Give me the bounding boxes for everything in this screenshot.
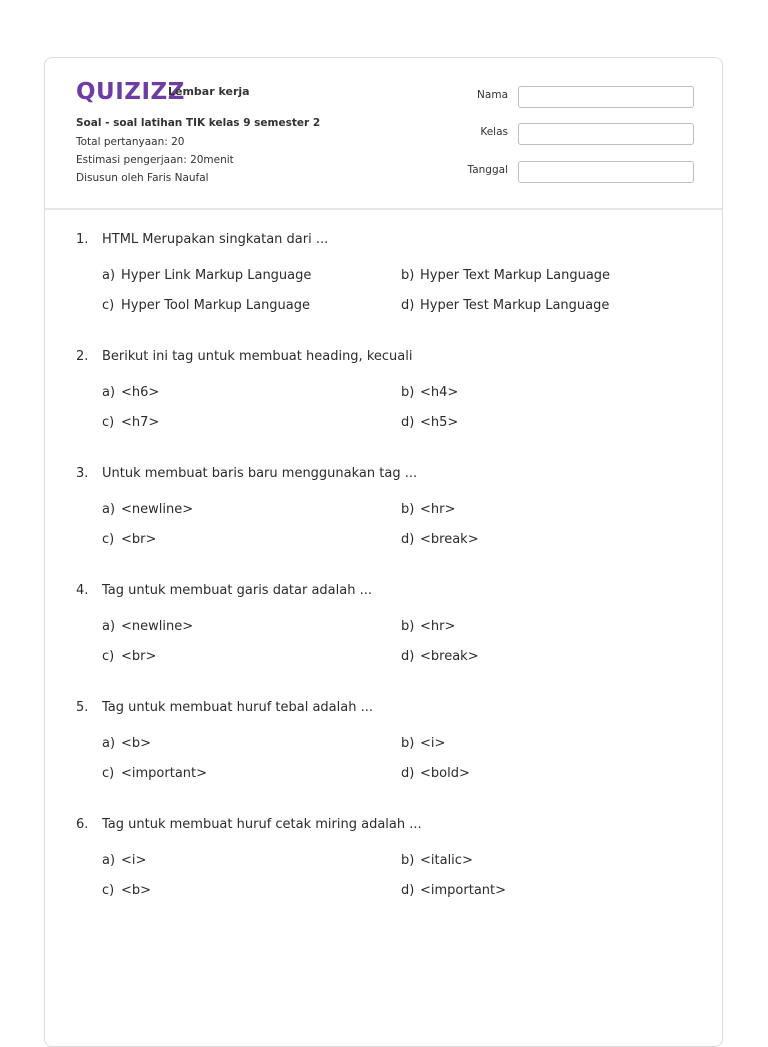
option-text: <b> <box>121 883 152 898</box>
option-text: <bold> <box>420 766 470 781</box>
option-text: <h5> <box>420 415 459 430</box>
option-text: <br> <box>121 649 157 664</box>
option-text: <h7> <box>121 415 160 430</box>
option-text: <b> <box>121 736 152 751</box>
option-text: Hyper Test Markup Language <box>420 298 610 313</box>
worksheet <box>44 57 723 1047</box>
answer-option <box>102 766 207 781</box>
answer-option <box>401 502 455 517</box>
option-letter: c) <box>102 532 115 547</box>
option-text: <newline> <box>121 502 194 517</box>
question-text: Berikut ini tag untuk membuat heading, kecuali <box>102 349 413 364</box>
answer-option <box>102 415 159 430</box>
question-number: 5. <box>76 700 89 715</box>
option-letter: c) <box>102 415 115 430</box>
question-text: Untuk membuat baris baru menggunakan tag ... <box>102 466 418 481</box>
option-letter: a) <box>102 385 116 400</box>
worksheet-title: Soal - soal latihan TIK kelas 9 semester 2 <box>76 117 321 129</box>
question-text: Tag untuk membuat huruf cetak miring adalah ... <box>102 817 422 832</box>
option-text: Hyper Link Markup Language <box>121 268 312 283</box>
option-letter: a) <box>102 502 116 517</box>
answer-option <box>401 853 473 868</box>
author: Disusun oleh Faris Naufal <box>76 172 209 184</box>
option-text: <i> <box>420 736 446 751</box>
answer-option <box>102 502 193 517</box>
option-text: <h6> <box>121 385 160 400</box>
option-letter: d) <box>401 298 415 313</box>
answer-option <box>102 385 159 400</box>
worksheet-header <box>45 58 722 210</box>
answer-option <box>401 268 610 283</box>
option-letter: d) <box>401 649 415 664</box>
question-number: 3. <box>76 466 89 481</box>
question-text: HTML Merupakan singkatan dari ... <box>102 232 329 247</box>
option-letter: c) <box>102 883 115 898</box>
option-text: <h4> <box>420 385 459 400</box>
answer-option <box>102 649 156 664</box>
answer-option <box>401 532 479 547</box>
question-text: Tag untuk membuat garis datar adalah ... <box>102 583 372 598</box>
option-text: <italic> <box>420 853 473 868</box>
option-letter: a) <box>102 853 116 868</box>
answer-option <box>401 298 609 313</box>
question-number: 2. <box>76 349 89 364</box>
option-letter: b) <box>401 385 415 400</box>
total-questions: Total pertanyaan: 20 <box>76 136 185 148</box>
option-letter: d) <box>401 415 415 430</box>
option-letter: c) <box>102 298 115 313</box>
answer-option <box>401 649 479 664</box>
option-letter: a) <box>102 619 116 634</box>
answer-option <box>401 619 455 634</box>
answer-option <box>102 298 310 313</box>
option-letter: c) <box>102 649 115 664</box>
option-letter: d) <box>401 883 415 898</box>
answer-option <box>401 415 458 430</box>
answer-option <box>102 736 151 751</box>
option-text: <newline> <box>121 619 194 634</box>
answer-option <box>102 619 193 634</box>
answer-option <box>102 532 156 547</box>
answer-option <box>401 766 470 781</box>
option-letter: d) <box>401 532 415 547</box>
question-number: 6. <box>76 817 89 832</box>
question-number: 4. <box>76 583 89 598</box>
date-field[interactable] <box>518 161 694 183</box>
answer-option <box>102 853 146 868</box>
class-label: Kelas <box>480 126 508 138</box>
option-text: <break> <box>420 649 479 664</box>
option-letter: b) <box>401 853 415 868</box>
answer-option <box>401 736 445 751</box>
class-field[interactable] <box>518 123 694 145</box>
option-text: <i> <box>121 853 147 868</box>
option-letter: c) <box>102 766 115 781</box>
name-label: Nama <box>477 89 508 101</box>
question-number: 1. <box>76 232 89 247</box>
time-estimate: Estimasi pengerjaan: 20menit <box>76 154 234 166</box>
option-letter: a) <box>102 268 116 283</box>
option-text: <important> <box>420 883 507 898</box>
answer-option <box>401 883 506 898</box>
option-text: <hr> <box>420 502 456 517</box>
option-letter: d) <box>401 766 415 781</box>
option-letter: a) <box>102 736 116 751</box>
option-letter: b) <box>401 736 415 751</box>
quizizz-logo: QUIZIZZ <box>76 79 185 105</box>
option-text: Hyper Text Markup Language <box>420 268 611 283</box>
name-field[interactable] <box>518 86 694 108</box>
question-text: Tag untuk membuat huruf tebal adalah ... <box>102 700 373 715</box>
doc-type-label: Lembar kerja <box>168 85 250 98</box>
option-letter: b) <box>401 619 415 634</box>
option-letter: b) <box>401 268 415 283</box>
option-text: Hyper Tool Markup Language <box>121 298 311 313</box>
option-text: <br> <box>121 532 157 547</box>
answer-option <box>401 385 458 400</box>
option-text: <important> <box>121 766 208 781</box>
option-text: <hr> <box>420 619 456 634</box>
answer-option <box>102 883 151 898</box>
answer-option <box>102 268 311 283</box>
date-label: Tanggal <box>467 164 508 176</box>
option-letter: b) <box>401 502 415 517</box>
option-text: <break> <box>420 532 479 547</box>
